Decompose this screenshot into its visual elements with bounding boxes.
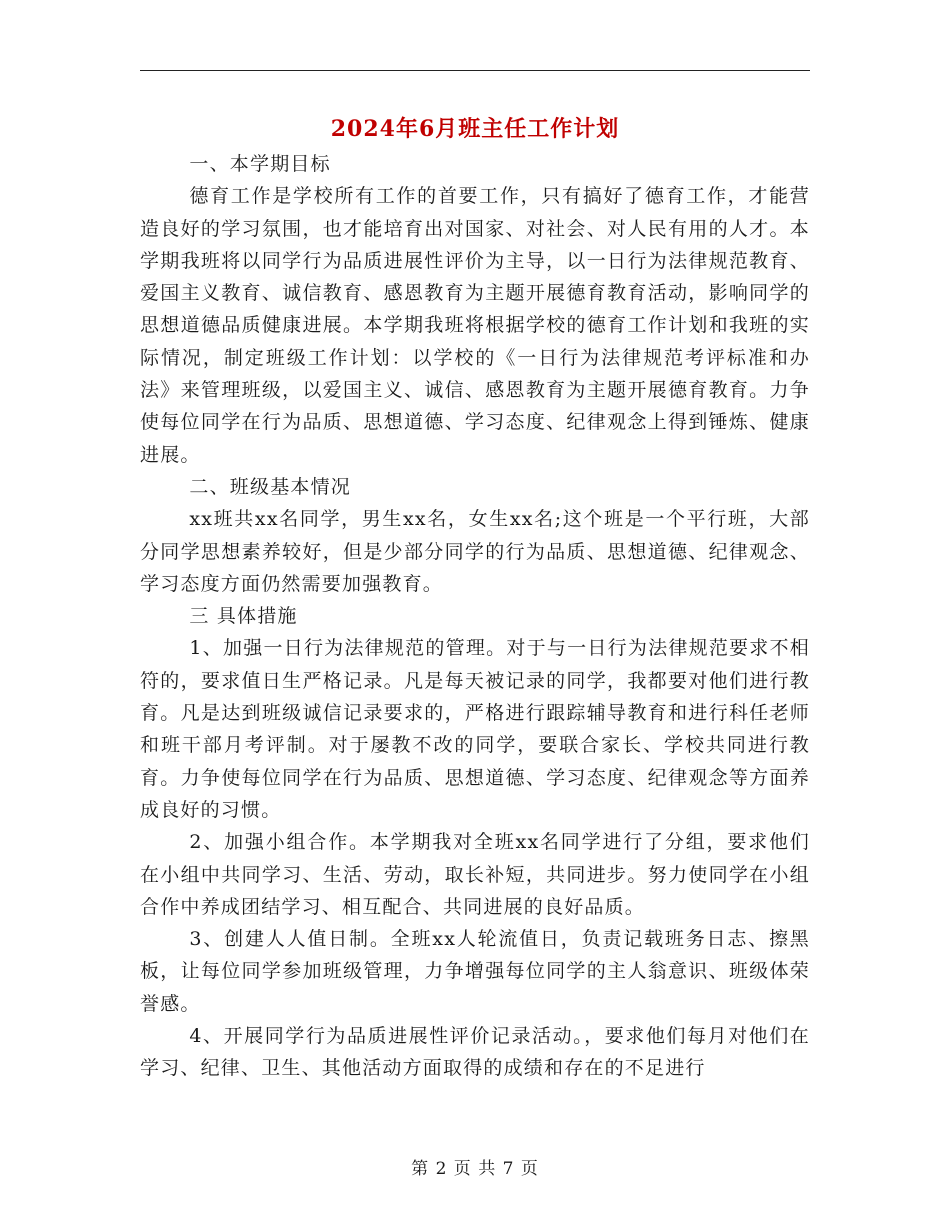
paragraph-measure-1: 1、加强一日行为法律规范的管理。对于与一日行为法律规范要求不相符的，要求值日生严格记录。凡是每天被记录的同学，我都要对他们进行教育。凡是达到班级诚信记录要求的，严格进行跟踪辅导教育和进行科任老师和班干部月考评制。对于屡教不改的同学，要联合家长、学校共同进行教育。力争使每位同学在行为品质、思想道德、学习态度、纪律观念等方面养成良好的习惯。	[140, 637, 810, 821]
paragraph-measure-2: 2、加强小组合作。本学期我对全班xx名同学进行了分组，要求他们在小组中共同学习、生活、劳动，取长补短，共同进步。努力使同学在小组合作中养成团结学习、相互配合、共同进展的良好品质。	[140, 831, 810, 918]
section-heading-class-info: 二、班级基本情况	[189, 475, 351, 498]
section-heading-goals: 一、本学期目标	[189, 153, 331, 175]
page-number-footer: 第 2 页 共 7 页	[411, 1159, 539, 1179]
paragraph-measure-3: 3、创建人人值日制。全班xx人轮流值日，负责记载班务日志、擦黑板，让每位同学参加班级管理，力争增强每位同学的主人翁意识、班级体荣誉感。	[140, 928, 810, 1015]
document-body	[140, 148, 810, 1085]
header-rule	[140, 70, 810, 71]
paragraph-measure-4: 4、开展同学行为品质进展性评价记录活动。，要求他们每月对他们在学习、纪律、卫生、其他活动方面取得的成绩和存在的不足进行	[140, 1025, 810, 1080]
paragraph-class-info: xx班共xx名同学，男生xx名，女生xx名;这个班是一个平行班，大部分同学思想素养较好，但是少部分同学的行为品质、思想道德、纪律观念、学习态度方面仍然需要加强教育。	[140, 508, 810, 595]
paragraph-goals: 德育工作是学校所有工作的首要工作，只有搞好了德育工作，才能营造良好的学习氛围，也才能培育出对国家、对社会、对人民有用的人才。本学期我班将以同学行为品质进展性评价为主导，以一日行为法律规范教育、爱国主义教育、诚信教育、感恩教育为主题开展德育教育活动，影响同学的思想道德品质健康进展。本学期我班将根据学校的德育工作计划和我班的实际情况，制定班级工作计划：以学校的《一日行为法律规范考评标准和办法》来管理班级，以爱国主义、诚信、感恩教育为主题开展德育教育。力争使每位同学在行为品质、思想道德、学习态度、纪律观念上得到锤炼、健康进展。	[140, 185, 810, 466]
section-heading-measures: 三 具体措施	[189, 605, 298, 628]
document-title: 2024年6月班主任工作计划	[330, 116, 620, 142]
